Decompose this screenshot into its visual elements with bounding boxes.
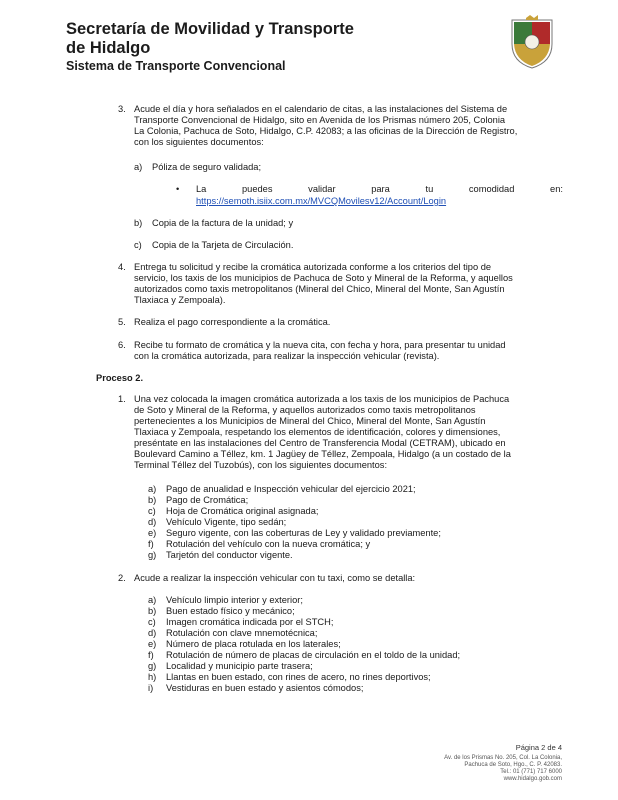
section-heading: Proceso 2. <box>96 373 144 383</box>
text-line: con los siguientes documentos: <box>134 137 264 147</box>
list-letter: e) <box>148 528 157 538</box>
list-item-text: Seguro vigente, con las coberturas de Ley y validado previamente; <box>166 528 441 538</box>
step-4-paragraph <box>134 262 564 306</box>
list-letter: a) <box>134 162 143 172</box>
bullet-line <box>196 184 563 195</box>
text-line: Tlaxiaca y Zempoala, respetando los elementos de identificación, colores y dimensiones, <box>134 427 501 437</box>
list-letter: b) <box>134 218 143 228</box>
footer-address-line1: Av. de los Prismas No. 205, Col. La Colonia, <box>444 755 562 761</box>
list-item-text: Buen estado físico y mecánico; <box>166 606 295 616</box>
text-line: Entrega tu solicitud y recibe la cromática autorizada conforme a los criterios del tipo de <box>134 262 492 272</box>
text-line: pertenecientes a los Municipios de Mineral del Chico, Mineral del Monte, San Agustín <box>134 416 486 426</box>
list-item-text: Vehículo limpio interior y exterior; <box>166 595 303 605</box>
list-letter: a) <box>148 484 157 494</box>
header-title-line2: de Hidalgo <box>66 39 151 57</box>
step-number: 5. <box>118 317 126 327</box>
bullet-icon: • <box>176 184 180 194</box>
text-line: Una vez colocada la imagen cromática autorizada a los taxis de los municipios de Pachuca <box>134 394 510 404</box>
header-title-line1: Secretaría de Movilidad y Transporte <box>66 20 354 38</box>
list-item-text: Pago de anualidad e Inspección vehicular del ejercicio 2021; <box>166 484 416 494</box>
list-item-text: Vehículo Vigente, tipo sedán; <box>166 517 287 527</box>
text-line: La Colonia, Pachuca de Soto, Hidalgo, C.P. 42083; a las oficinas de la Dirección de Registro, <box>134 126 518 136</box>
list-letter: g) <box>148 550 157 560</box>
text-line: preséntate en las instalaciones del Centro de Transferencia Modal (CETRAM), ubicado en <box>134 438 506 448</box>
text-line: Tlaxiaca y Zempoala). <box>134 295 226 305</box>
list-letter: c) <box>134 240 142 250</box>
list-letter: h) <box>148 672 157 682</box>
document-header <box>66 20 354 74</box>
list-item-text: Hoja de Cromática original asignada; <box>166 506 319 516</box>
text-line: Acude el día y hora señalados en el calendario de citas, a las instalaciones del Sistema de <box>134 104 508 114</box>
registration-link[interactable]: https://semoth.isiix.com.mx/MVCQMovilesv12/Account/Login <box>196 196 447 206</box>
list-item-text: Tarjetón del conductor vigente. <box>166 550 293 560</box>
list-letter: c) <box>148 506 156 516</box>
list-item-text: Vestiduras en buen estado y asientos cómodos; <box>166 683 364 693</box>
list-item-text: Rotulación de número de placas de circulación en el toldo de la unidad; <box>166 650 461 660</box>
footer-phone: Tel.: 01 (771) 717 6000 <box>500 769 562 775</box>
text-line: con la cromática autorizada, para realizar la inspección vehicular (revista). <box>134 351 440 361</box>
list-letter: i) <box>148 683 154 693</box>
text-line: autorizados como taxis metropolitanos (Mineral del Chico, Mineral del Monte, San Agustín <box>134 284 505 294</box>
step-6-paragraph <box>134 340 564 362</box>
list-letter: d) <box>148 517 157 527</box>
document-footer <box>444 743 562 783</box>
list-item-text: Imagen cromática indicada por el STCH; <box>166 617 334 627</box>
step-3-paragraph <box>134 104 564 148</box>
list-item-text: Copia de la factura de la unidad; y <box>152 218 294 228</box>
list-letter: a) <box>148 595 157 605</box>
list-letter: g) <box>148 661 157 671</box>
list-letter: c) <box>148 617 156 627</box>
word: La <box>196 184 207 194</box>
list-item-text: Póliza de seguro validada; <box>152 162 262 172</box>
step-number: 4. <box>118 262 126 272</box>
text-line: servicio, los taxis de los municipios de Pachuca de Soto y Mineral de la Reforma, y aquellos <box>134 273 513 283</box>
step-number: 1. <box>118 394 126 404</box>
list-item-text: Rotulación del vehículo con la nueva cromática; y <box>166 539 371 549</box>
text-line: Boulevard Camino a Téllez, km. 1 Jagüey de Téllez, Zempoala, Hidalgo (a un costado de la <box>134 449 511 459</box>
list-letter: f) <box>148 539 154 549</box>
state-seal-icon <box>508 14 556 70</box>
word: para <box>371 184 390 194</box>
step-number: 3. <box>118 104 126 114</box>
list-item-text: Rotulación con clave mnemotécnica; <box>166 628 318 638</box>
step-number: 6. <box>118 340 126 350</box>
word: en: <box>550 184 563 194</box>
word: tu <box>425 184 434 194</box>
list-letter: f) <box>148 650 154 660</box>
word: comodidad <box>468 184 515 194</box>
word: validar <box>308 184 336 194</box>
list-letter: e) <box>148 639 157 649</box>
proceso2-step-1-paragraph <box>134 394 564 471</box>
text-line: Terminal Téllez del Tuzobús), con los siguientes documentos: <box>134 460 388 470</box>
text-line: Transporte Convencional de Hidalgo, sito en Avenida de los Prismas número 205, Colonia <box>134 115 506 125</box>
list-letter: d) <box>148 628 157 638</box>
list-item-text: Número de placa rotulada en los laterales; <box>166 639 341 649</box>
step-number: 2. <box>118 573 126 583</box>
proceso2-step-2-text: Acude a realizar la inspección vehicular con tu taxi, como se detalla: <box>134 573 416 583</box>
list-item-text: Copia de la Tarjeta de Circulación. <box>152 240 294 250</box>
text-line: Recibe tu formato de cromática y la nueva cita, con fecha y hora, para presentar tu unidad <box>134 340 506 350</box>
text-line: de Soto y Mineral de la Reforma, y aquellos autorizados como taxis metropolitanos <box>134 405 476 415</box>
list-item-text: Localidad y municipio parte trasera; <box>166 661 313 671</box>
page-number: Página 2 de 4 <box>515 743 562 752</box>
list-letter: b) <box>148 606 157 616</box>
footer-website: www.hidalgo.gob.com <box>503 776 562 782</box>
step-5-text: Realiza el pago correspondiente a la cromática. <box>134 317 331 327</box>
word: puedes <box>242 184 273 194</box>
list-item-text: Llantas en buen estado, con rines de acero, no rines deportivos; <box>166 672 431 682</box>
list-letter: b) <box>148 495 157 505</box>
footer-address-line2: Pachuca de Soto, Hgo., C. P. 42083. <box>464 762 562 768</box>
header-subtitle: Sistema de Transporte Convencional <box>66 59 286 73</box>
list-item-text: Pago de Cromática; <box>166 495 249 505</box>
